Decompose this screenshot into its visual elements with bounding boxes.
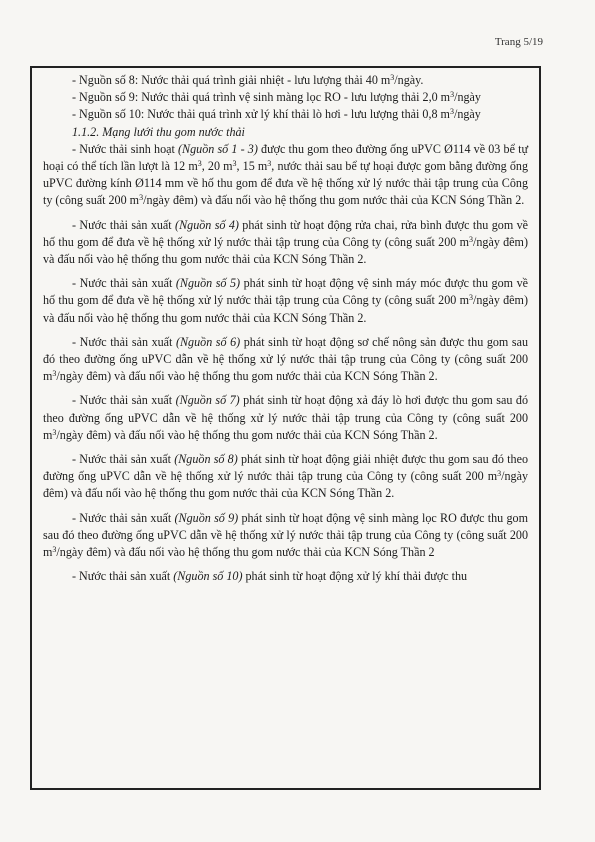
source-line: - Nguồn số 8: Nước thải quá trình giải nhiệt - lưu lượng thải 40 $m^3$/ngày. — [72, 73, 424, 87]
source-list — [43, 72, 528, 124]
paragraph: - Nước thải sản xuất (Nguồn số 4) phát sinh từ hoạt động rửa chai, rửa bình được thu gom về hố thu gom để đưa về hệ thống xử lý nước thải tập trung của Công ty (công suất 200 $m^3$/ngày đêm) và đấu nối vào hệ thống thu gom nước thải của KCN Sóng Thần 2. — [43, 217, 529, 267]
paragraph: - Nước thải sản xuất (Nguồn số 10) phát sinh từ hoạt động xử lý khí thải được thu — [72, 569, 468, 584]
paragraph: - Nước thải sản xuất (Nguồn số 5) phát sinh từ hoạt động vệ sinh máy móc được thu gom về hố thu gom để đưa về hệ thống xử lý nước thải tập trung của Công ty (công suất 200 $m^3$/ngày đêm) và đấu nối vào hệ thống thu gom nước thải của KCN Sóng Thần 2. — [43, 276, 528, 325]
page-number: Trang 5/19 — [494, 36, 543, 48]
source-line: - Nguồn số 10: Nước thải quá trình xử lý khí thải lò hơi - lưu lượng thải 0,8 $m^3$/ngày — [72, 107, 481, 122]
section-heading: 1.1.2. Mạng lưới thu gom nước thải — [72, 124, 245, 139]
paragraph: - Nước thải sản xuất (Nguồn số 9) phát sinh từ hoạt động vệ sinh màng lọc RO được thu gom sau đó theo đường ống uPVC dẫn về hệ thống xử lý nước thải tập trung của Công ty (công suất 200 $m^3$/ngày đêm) và đấu nối vào hệ thống thu gom nước thải của KCN Sóng Thần 2 — [43, 510, 528, 560]
document-body-frame — [30, 66, 541, 790]
paragraph: - Nước thải sản xuất (Nguồn số 7) phát sinh từ hoạt động xả đáy lò hơi được thu gom sau đó theo đường ống uPVC dẫn về hệ thống xử lý nước thải tập trung của Công ty (công suất 200 $m^3$/ngày đêm) và đấu nối vào hệ thống thu gom nước thải của KCN Sóng Thần 2. — [43, 393, 529, 442]
paragraph: - Nước thải sản xuất (Nguồn số 8) phát sinh từ hoạt động giải nhiệt được thu gom sau đó theo đường ống uPVC dẫn về hệ thống xử lý nước thải tập trung của Công ty (công suất 200 $m^3$/ngày đêm) và đấu nối vào hệ thống thu gom nước thải của KCN Sóng Thần 2. — [43, 452, 529, 501]
paragraph: - Nước thải sinh hoạt (Nguồn số 1 - 3) được thu gom theo đường ống uPVC Ø114 về 03 bể tự hoại có thể tích lần lượt là 12 $m^3$, 20 $m^3$, 15 $m^3$, nước thải sau bể tự hoại được gom bằng đường ống uPVC đường kính Ø114 mm về hố thu gom để đưa về hệ thống xử lý nước thải tập trung của Công ty (công suất 200 $m^3$/ngày đêm) và đấu nối vào hệ thống thu gom nước thải của KCN Sóng Thần 2. — [43, 141, 529, 208]
paragraph: - Nước thải sản xuất (Nguồn số 6) phát sinh từ hoạt động sơ chế nông sản được thu gom sau đó theo đường ống uPVC dẫn về hệ thống xử lý nước thải tập trung của Công ty (công suất 200 $m^3$/ngày đêm) và đấu nối vào hệ thống thu gom nước thải của KCN Sóng Thần 2. — [43, 334, 528, 384]
source-line: - Nguồn số 9: Nước thải quá trình vệ sinh màng lọc RO - lưu lượng thải 2,0 $m^3$/ngày — [72, 90, 481, 105]
paragraph-list — [43, 141, 528, 586]
